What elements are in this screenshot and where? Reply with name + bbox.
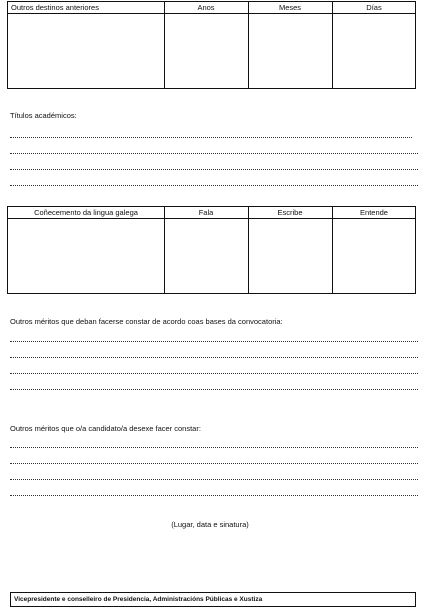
column-header-entende: Entende	[360, 208, 388, 217]
table-column-divider	[164, 207, 165, 293]
dotted-line	[10, 447, 418, 448]
dotted-line	[10, 169, 418, 170]
outros-meritos-bases-label: Outros méritos que deban facerse constar de acordo coas bases da convocatoria:	[10, 317, 283, 326]
table-column-divider	[332, 2, 333, 88]
column-header-meses: Meses	[278, 3, 302, 12]
footer-box	[10, 592, 416, 607]
column-header-escribe: Escribe	[277, 208, 303, 217]
dotted-line	[10, 185, 418, 186]
dotted-line	[10, 479, 418, 480]
table-outros-destinos	[7, 1, 416, 89]
column-header-fala: Fala	[198, 208, 214, 217]
column-header-anos: Anos	[197, 3, 215, 12]
footer-text: Vicepresidente e conselleiro de Presidencia, Administracións Públicas e Xustiza	[14, 596, 263, 603]
titulos-academicos-label: Títulos académicos:	[10, 111, 77, 120]
outros-meritos-candidato-label: Outros méritos que o/a candidato/a desexe facer constar:	[10, 424, 201, 433]
table-column-divider	[248, 207, 249, 293]
dotted-line	[10, 495, 418, 496]
dotted-line	[10, 153, 418, 154]
table-column-divider	[164, 2, 165, 88]
dotted-line	[10, 373, 418, 374]
dotted-line	[10, 463, 418, 464]
table-column-divider	[248, 2, 249, 88]
dotted-line	[10, 389, 418, 390]
dotted-line	[10, 357, 418, 358]
column-header-destinos: Outros destinos anteriores	[11, 3, 99, 12]
column-header-lingua: Coñecemento da lingua galega	[34, 208, 138, 217]
table-column-divider	[332, 207, 333, 293]
table-header-divider	[8, 13, 415, 14]
dotted-line	[10, 341, 418, 342]
table-lingua-galega	[7, 206, 416, 294]
signature-label: (Lugar, data e sinatura)	[171, 520, 249, 529]
column-header-dias: Días	[366, 3, 382, 12]
dotted-line	[10, 137, 412, 138]
table-header-divider	[8, 218, 415, 219]
